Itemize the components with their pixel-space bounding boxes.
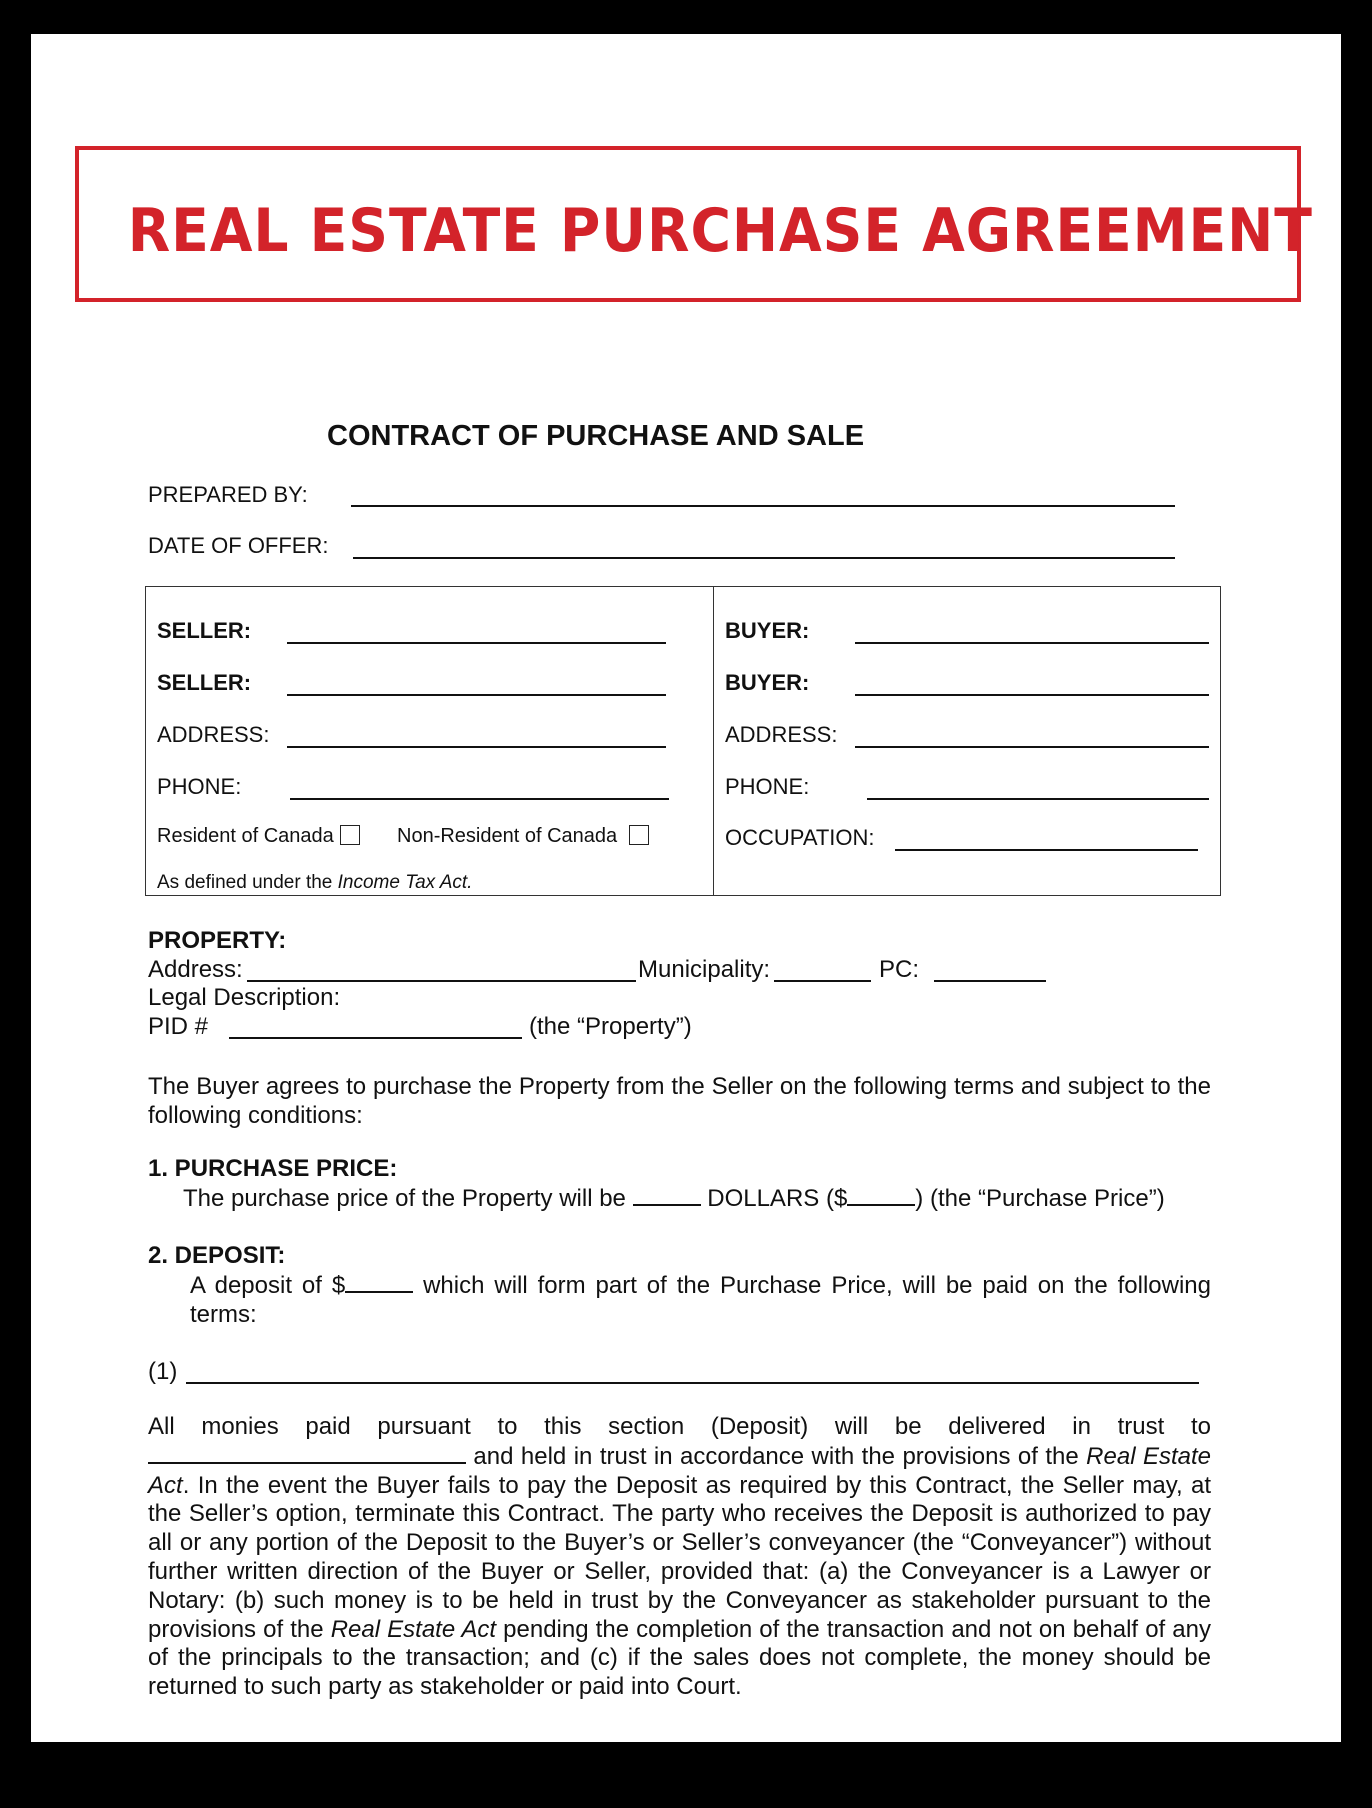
buyer-label-2: BUYER: <box>725 670 810 695</box>
tax-definition-prefix: As defined under the <box>157 872 338 893</box>
purchase-price-text-2: DOLLARS ($ <box>707 1185 848 1212</box>
document-title: REAL ESTATE PURCHASE AGREEMENT <box>127 196 1313 266</box>
seller-phone-field[interactable] <box>290 798 669 800</box>
buyer-field-1[interactable] <box>855 642 1209 644</box>
parties-box <box>145 586 1221 896</box>
seller-phone-label: PHONE: <box>157 774 242 799</box>
deposit-text <box>190 1271 1211 1330</box>
purchase-price-text-3: ) (the “Purchase Price”) <box>915 1185 1165 1212</box>
pid-field[interactable] <box>229 1037 522 1039</box>
municipality-label: Municipality: <box>638 956 771 983</box>
seller-field-1[interactable] <box>287 642 666 644</box>
buyer-phone-label: PHONE: <box>725 774 810 799</box>
buyer-address-field[interactable] <box>855 746 1209 748</box>
seller-field-2[interactable] <box>287 694 666 696</box>
tax-definition-note <box>157 872 472 894</box>
title-banner <box>75 146 1313 302</box>
seller-label-2: SELLER: <box>157 670 252 695</box>
seller-address-label: ADDRESS: <box>157 722 270 747</box>
seller-label-1: SELLER: <box>157 618 252 643</box>
non-resident-label: Non-Resident of Canada <box>397 825 618 847</box>
buyer-phone-field[interactable] <box>867 798 1209 800</box>
municipality-field[interactable] <box>774 980 871 982</box>
buyer-label-1: BUYER: <box>725 618 810 643</box>
property-address-field[interactable] <box>247 980 636 982</box>
resident-label: Resident of Canada <box>157 825 334 847</box>
pc-field[interactable] <box>934 980 1046 982</box>
prepared-by-field[interactable] <box>351 505 1175 507</box>
occupation-field[interactable] <box>895 849 1198 851</box>
pc-label: PC: <box>879 956 920 983</box>
deposit-amount-field[interactable] <box>345 1271 413 1293</box>
real-estate-act-1: Real Estate Act <box>148 1442 1212 1499</box>
property-heading: PROPERTY: <box>148 927 287 954</box>
property-address-label: Address: <box>148 956 243 983</box>
non-resident-checkbox[interactable] <box>629 825 649 845</box>
monies-text-2: and held in trust in accordance with the provisions of the <box>466 1442 1087 1470</box>
real-estate-act-2: Real Estate Act <box>330 1615 497 1643</box>
contract-subtitle: CONTRACT OF PURCHASE AND SALE <box>327 420 865 452</box>
seller-address-field[interactable] <box>287 746 666 748</box>
buyer-address-label: ADDRESS: <box>725 722 838 747</box>
price-words-field[interactable] <box>633 1184 701 1206</box>
purchase-price-heading: 1. PURCHASE PRICE: <box>148 1155 398 1182</box>
document-page <box>31 34 1341 1742</box>
non-resident-option <box>397 825 649 848</box>
monies-text-3: . In the event the Buyer fails to pay the Deposit as required by this Contract, the Seller may, at the Seller’s option, terminate this Contract. The party who receives the Deposit is authorized to pay all or any portion of the Deposit to the Buyer’s or Seller’s conveyancer (the “Conveyancer”) without further written direction of the Buyer or Seller, provided that: (a) the Conveyancer is a Lawyer or Notary: (b) such money is to be held in trust by the Conveyancer as stakeholder pursuant to the provisions of the <box>148 1471 1211 1643</box>
monies-text-4: pending the completion of the transaction and not on behalf of any of the principals to the transaction; and (c) if the sales does not complete, the money should be returned to such party as stakeholder or paid into Court. <box>148 1615 1211 1701</box>
prepared-by-label: PREPARED BY: <box>148 482 308 507</box>
monies-text-1: All monies paid pursuant to this section (Deposit) will be delivered in trust to <box>148 1413 1211 1440</box>
legal-description-label: Legal Description: <box>148 984 341 1011</box>
income-tax-act: Income Tax Act. <box>337 872 473 893</box>
date-of-offer-label: DATE OF OFFER: <box>148 533 329 558</box>
resident-option <box>157 825 360 848</box>
deposit-text-2: which will form part of the Purchase Price, will be paid on the following terms: <box>190 1272 1211 1328</box>
date-of-offer-field[interactable] <box>353 557 1175 559</box>
deposit-item-1-field[interactable] <box>186 1382 1199 1384</box>
intro-paragraph: The Buyer agrees to purchase the Property from the Seller on the following terms and subject to the following conditions: <box>148 1073 1211 1129</box>
parties-divider <box>713 587 714 895</box>
purchase-price-text <box>183 1184 1165 1213</box>
trustee-field[interactable] <box>148 1442 466 1464</box>
deposit-heading: 2. DEPOSIT: <box>148 1242 286 1269</box>
resident-checkbox[interactable] <box>340 825 360 845</box>
buyer-field-2[interactable] <box>855 694 1209 696</box>
the-property-label: (the “Property”) <box>529 1013 692 1040</box>
pid-label: PID # <box>148 1013 209 1040</box>
purchase-price-text-1: The purchase price of the Property will be <box>183 1185 626 1212</box>
deposit-trust-paragraph <box>148 1413 1211 1702</box>
occupation-label: OCCUPATION: <box>725 825 875 850</box>
deposit-item-1-label: (1) <box>148 1358 178 1385</box>
price-amount-field[interactable] <box>847 1184 915 1206</box>
deposit-text-1: A deposit of $ <box>190 1272 346 1299</box>
